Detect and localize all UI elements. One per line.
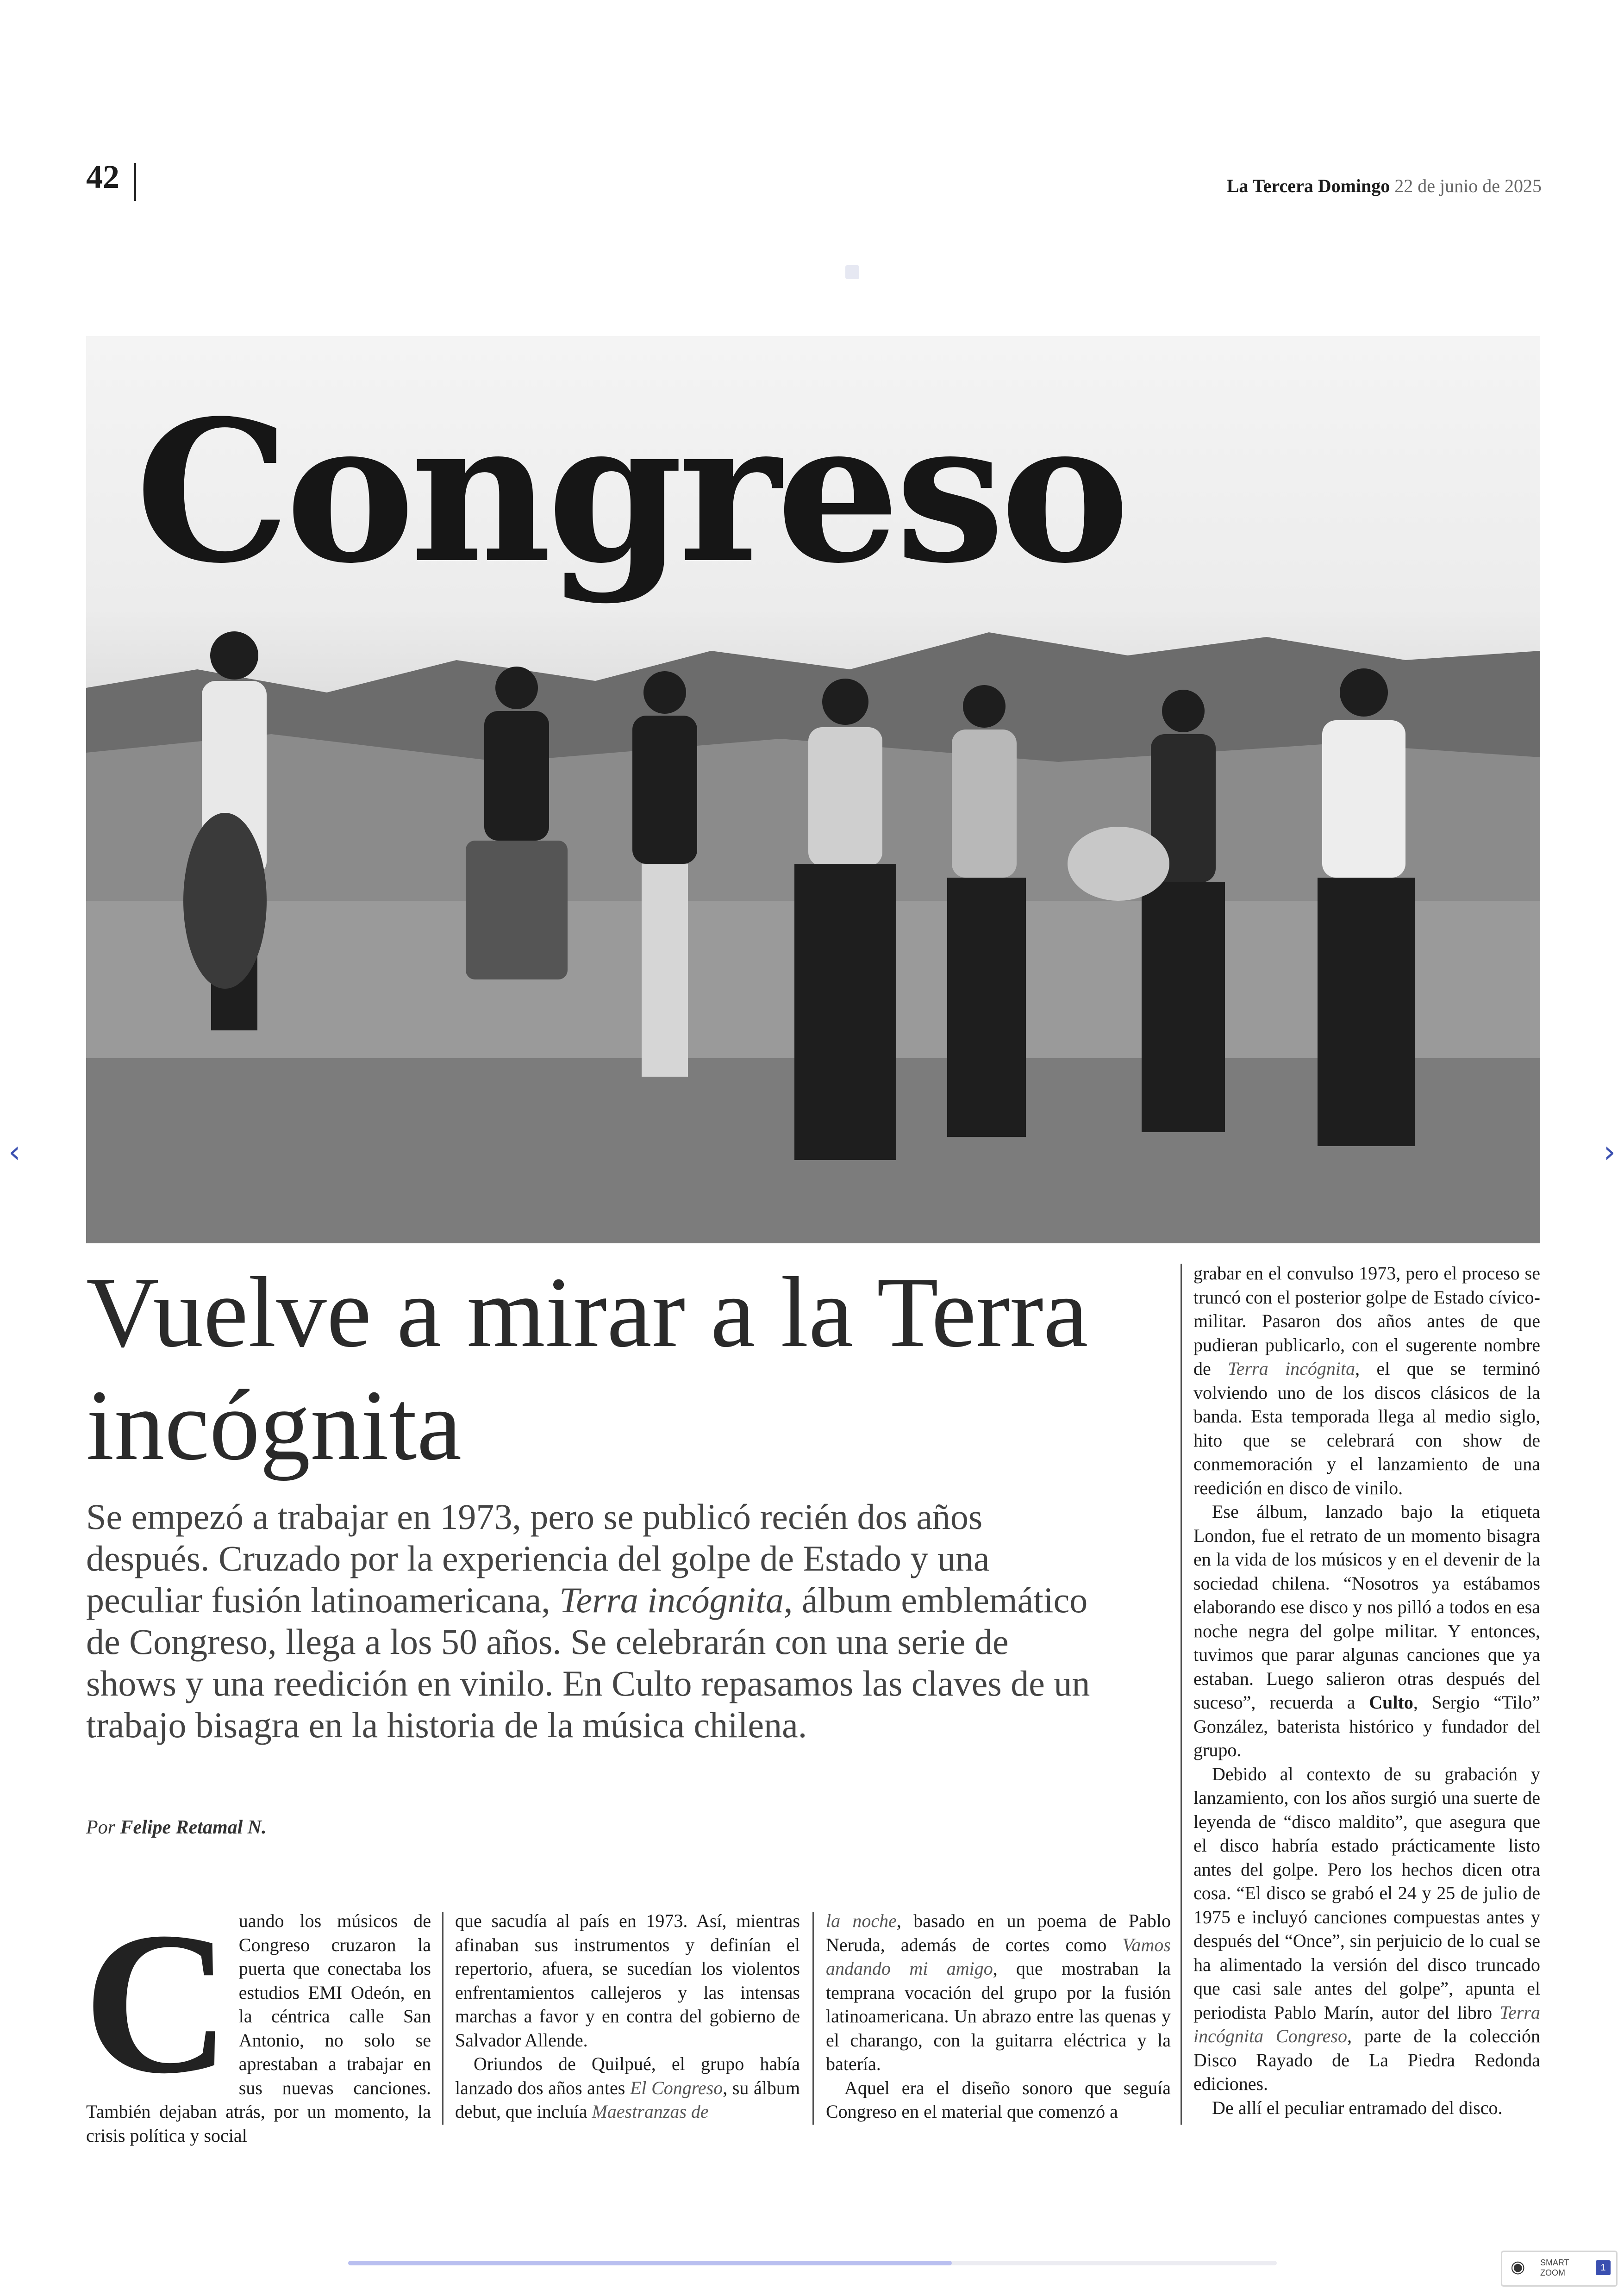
article-column-3: [826, 1909, 1171, 2124]
publication-line: [1227, 177, 1542, 195]
lead-text-start: Se empezó a trabajar en 1973, pero se publicó recién dos años después. Cruzado por la experiencia del golpe de Estado y una peculiar fusión latinoamericana,: [86, 1497, 990, 1620]
paragraph-text: , el que se terminó volviendo uno de los discos clásicos de la banda. Esta temporada llega al medio siglo, hito que se celebrará con show de conmemoración y el lanzamiento de una reedición en disco de vinilo.: [1193, 1358, 1540, 1498]
byline-prefix: Por: [86, 1817, 115, 1838]
column-paragraph: [1193, 1762, 1540, 2096]
article-column-1: [83, 1890, 431, 2147]
column-paragraph: que sacudía al país en 1973. Así, mientras afinaban sus instrumentos y definían el repertorio, afuera, se sucedían los violentos enfrentamientos callejeros y las intensas marchas a favor y en contra del gobierno de Salvador Allende.: [455, 1910, 800, 2051]
album-title: El Congreso: [630, 2077, 723, 2098]
paragraph-text: , basado en un poema de Pablo Neruda, además de cortes como: [826, 1910, 1171, 1955]
paragraph-text: , su álbum debut, que incluía: [455, 2077, 800, 2122]
song-title: la noche: [826, 1910, 897, 1931]
column-paragraph: Aquel era el diseño sonoro que seguía Congreso en el material que comenzó a: [826, 2077, 1171, 2122]
smart-zoom-button[interactable]: [1501, 2251, 1618, 2287]
paragraph-text: Oriundos de Quilpué, el grupo había lanzado dos años antes: [455, 2053, 800, 2098]
page-marker-icon: [845, 265, 859, 279]
paragraph-text: grabar en el convulso 1973, pero el proceso se truncó con el posterior golpe de Estado cívico-militar. Pasaron dos años antes de que pudieran publicarlo, con el sugerente nombre de: [1193, 1263, 1540, 1379]
paragraph-text: , parte de la colección Disco Rayado de La Piedra Redonda ediciones.: [1193, 2026, 1540, 2094]
smart-zoom-label: SMART ZOOM: [1540, 2258, 1569, 2277]
next-page-chevron-icon[interactable]: ›: [1603, 1134, 1616, 1170]
song-title: Vamos andando mi amigo: [826, 1934, 1171, 1979]
publication-name: La Tercera Domingo: [1226, 175, 1390, 196]
lead-album-title: Terra incógnita: [559, 1580, 784, 1620]
column-divider: [1181, 1264, 1182, 2125]
smart-zoom-badge: 1: [1596, 2260, 1611, 2275]
band-photo: [86, 336, 1540, 1243]
column-paragraph: De allí el peculiar entramado del disco.: [1212, 2097, 1503, 2118]
book-title: Terra incógnita Congreso: [1193, 2002, 1540, 2046]
paragraph-text: , Sergio “Tilo” González, baterista histórico y fundador del grupo.: [1193, 1692, 1540, 1760]
album-title: Terra incógnita: [1228, 1358, 1355, 1379]
byline-author: Felipe Retamal N.: [120, 1817, 267, 1838]
column-paragraph: [1193, 1500, 1540, 1762]
column-divider: [442, 1912, 443, 2125]
song-title: Maestranzas de: [592, 2101, 709, 2122]
publication-mention: Culto: [1369, 1692, 1413, 1713]
article-column-2: [455, 1909, 800, 2124]
page-number-divider: [134, 163, 136, 201]
eye-icon: ◉: [1511, 2257, 1525, 2276]
column-divider: [812, 1912, 814, 2125]
photo-title: Congreso: [135, 378, 1125, 606]
previous-page-chevron-icon[interactable]: ‹: [8, 1134, 21, 1170]
drop-cap: C: [83, 1890, 231, 2116]
article-lead: [86, 1496, 1095, 1746]
article-headline: Vuelve a mirar a la Terra incógnita: [86, 1257, 1088, 1481]
paragraph-text: Ese álbum, lanzado bajo la etiqueta London, fue el retrato de un momento bisagra en la vida de los músicos y en el devenir de la sociedad chilena. “Nosotros ya estábamos elaborando ese disco y nos pilló a todos en esa noche negra del golpe militar. Y entonces, tuvimos que parar algunas canciones que ya estaban. Luego salieron otras después del suceso”, recuerda a: [1193, 1501, 1540, 1713]
article-column-4: [1193, 1261, 1540, 2120]
column-paragraph: [455, 2052, 800, 2124]
byline: [86, 1816, 267, 1839]
paragraph-text: Debido al contexto de su grabación y lanzamiento, con los años surgió una suerte de leyenda de “disco maldito”, que asegura que el disco habría estado prácticamente listo antes del golpe. Pero los hechos dicen otra cosa. “El disco se grabó el 24 y 25 de julio de 1975 e incluyó canciones compuestas antes y después del “Once”, sin perjuicio de lo cual se ha alimentado la versión del disco truncado que casi sale antes del golpe”, apunta el periodista Pablo Marín, autor del libro: [1193, 1763, 1540, 2023]
reading-progress-fill: [348, 2261, 952, 2265]
paragraph-text: , que mostraban la temprana vocación del grupo por la fusión latinoamericana. Un abrazo entre las quenas y el charango, con la guitarra eléctrica y la batería.: [826, 1958, 1171, 2074]
lead-text-end: , álbum emblemático de Congreso, llega a los 50 años. Se celebrarán con una serie de shows y una reedición en vinilo. En Culto repasamos las claves de un trabajo bisagra en la historia de la música chilena.: [86, 1580, 1090, 1745]
column-paragraph: [1193, 1261, 1540, 1500]
page-number: 42: [86, 158, 119, 195]
publication-date: 22 de junio de 2025: [1394, 175, 1542, 196]
column-paragraph: uando los músicos de Congreso cruzaron la puerta que conectaba los estudios EMI Odeón, en la céntrica calle San Antonio, no solo se aprestaban a trabajar en sus nuevas canciones. También dejaban atrás, por un momento, la crisis política y social: [86, 1910, 431, 2146]
column-paragraph: [826, 1909, 1171, 2076]
